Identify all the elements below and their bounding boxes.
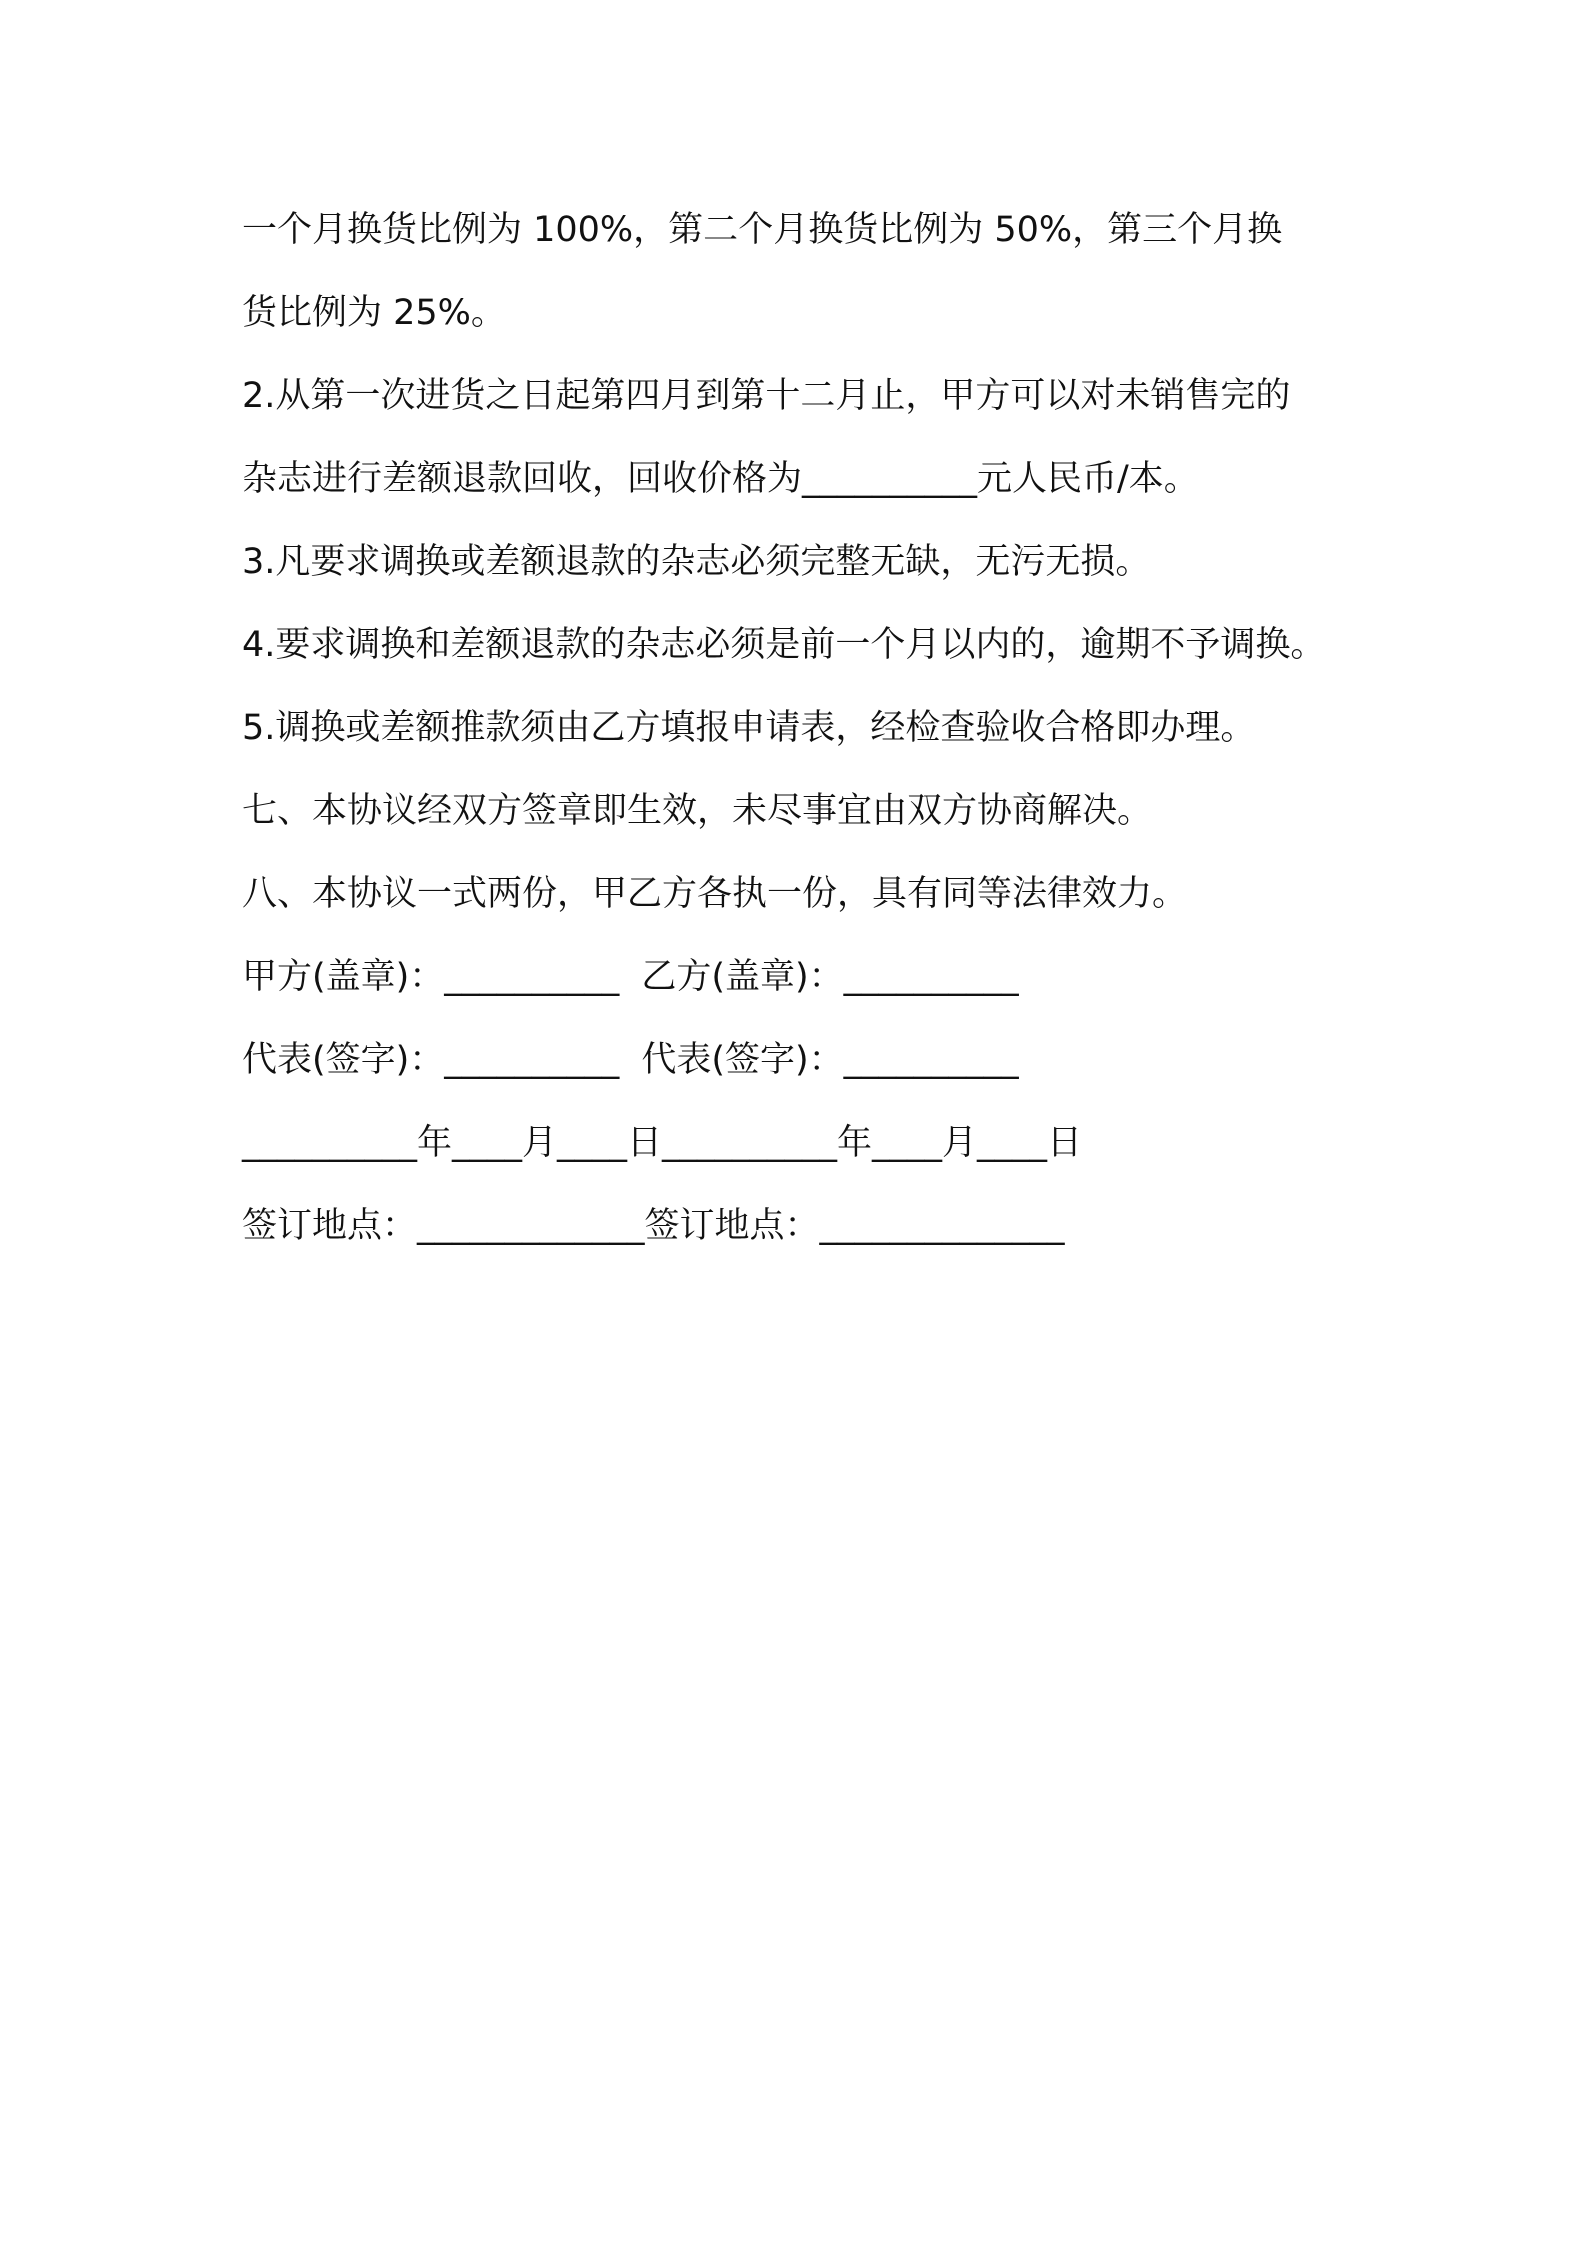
text-line-1: 一个月换货比例为 100%，第二个月换货比例为 50%，第三个月换 [242, 210, 1283, 250]
clause-5: 5.调换或差额推款须由乙方填报申请表，经检查验收合格即办理。 [242, 708, 1256, 748]
clause-2: 2.从第一次进货之日起第四月到第十二月止，甲方可以对未销售完的 [242, 376, 1291, 416]
article-7: 七、本协议经双方签章即生效，未尽事宜由双方协商解决。 [242, 791, 1153, 831]
document-body [242, 198, 1382, 1277]
representative-row [242, 1028, 1382, 1111]
party-a-seal-field[interactable]: 甲方(盖章)：__________ [242, 957, 620, 997]
clause-2-continued: 杂志进行差额退款回收，回收价格为__________元人民币/本。 [242, 459, 1199, 499]
text-line-2: 货比例为 25%。 [242, 293, 506, 333]
date-row[interactable]: __________年____月____日__________年____月____日 [242, 1123, 1083, 1163]
place-row [242, 1194, 1382, 1277]
article-8: 八、本协议一式两份，甲乙方各执一份，具有同等法律效力。 [242, 874, 1188, 914]
party-b-place-field[interactable]: 签订地点：______________ [644, 1206, 1065, 1246]
clause-3: 3.凡要求调换或差额退款的杂志必须完整无缺，无污无损。 [242, 542, 1151, 582]
seal-row [242, 945, 1382, 1028]
party-b-seal-field[interactable]: 乙方(盖章)：__________ [641, 957, 1019, 997]
party-b-rep-field[interactable]: 代表(签字)：__________ [641, 1040, 1019, 1080]
party-a-place-field[interactable]: 签订地点：_____________ [242, 1206, 645, 1246]
party-a-rep-field[interactable]: 代表(签字)：__________ [242, 1040, 620, 1080]
clause-4: 4.要求调换和差额退款的杂志必须是前一个月以内的，逾期不予调换。 [242, 625, 1326, 665]
